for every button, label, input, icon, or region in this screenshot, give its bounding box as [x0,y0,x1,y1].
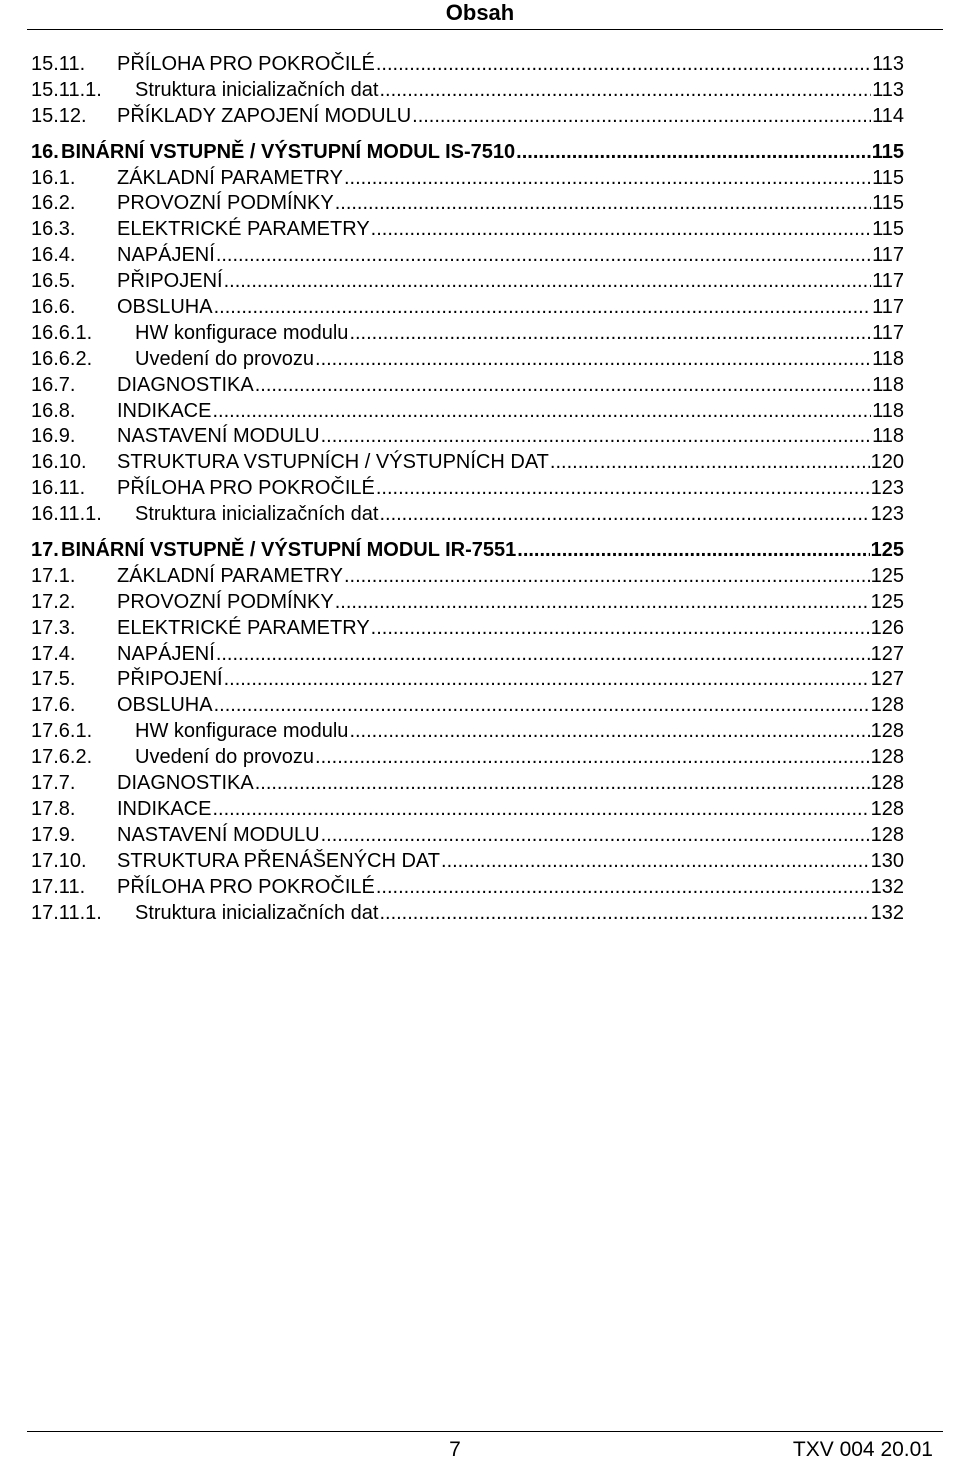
toc-dot-leader [376,52,871,78]
toc-entry-number: 17.11.1. [31,901,102,924]
toc-entry-number: 17.9. [31,823,76,846]
toc-dot-leader [315,347,871,373]
toc-entry[interactable] [31,667,904,693]
toc-entry[interactable] [31,191,904,217]
toc-entry-number: 17.6.2. [31,746,93,769]
toc-entry[interactable] [31,373,904,399]
toc-entry-title: BINÁRNÍ VSTUPNĚ / VÝSTUPNÍ MODUL IR-7551 [61,539,517,562]
footer-divider [27,1431,943,1432]
toc-entry[interactable] [31,217,904,243]
toc-entry[interactable] [31,616,904,642]
toc-entry-title: OBSLUHA [117,694,213,717]
toc-entry-page: 128 [870,797,904,820]
toc-entry-number: 16.11.1. [31,503,102,526]
toc-entry-page: 118 [872,373,904,396]
header-divider [27,29,943,30]
toc-entry-title: Struktura inicializačních dat [135,78,379,101]
toc-dot-leader [371,616,870,642]
toc-dot-leader [349,321,871,347]
toc-entry[interactable] [31,140,904,166]
toc-entry-title: PROVOZNÍ PODMÍNKY [117,192,334,215]
toc-entry[interactable] [31,166,904,192]
toc-entry-title: STRUKTURA VSTUPNÍCH / VÝSTUPNÍCH DAT [117,451,549,474]
toc-entry-number: 16.2. [31,192,76,215]
toc-entry-number: 16.10. [31,451,87,474]
toc-entry-page: 128 [870,694,904,717]
toc-dot-leader [214,693,870,719]
toc-entry-number: 16.1. [31,166,76,189]
toc-entry-title: DIAGNOSTIKA [117,373,254,396]
page-title: Obsah [445,0,515,25]
toc-entry-page: 123 [870,477,904,500]
toc-entry-page: 127 [870,642,904,665]
toc-entry-page: 115 [872,192,904,215]
toc-entry-page: 132 [870,875,904,898]
toc-entry-title: NASTAVENÍ MODULU [117,823,320,846]
toc-dot-leader [344,166,871,192]
toc-entry-page: 125 [870,539,904,562]
toc-entry[interactable] [31,745,904,771]
toc-entry[interactable] [31,78,904,104]
toc-entry-page: 128 [870,746,904,769]
toc-entry-number: 17.6.1. [31,720,93,743]
toc-entry[interactable] [31,771,904,797]
toc-dot-leader [212,399,871,425]
toc-dot-leader [335,590,870,616]
toc-entry[interactable] [31,476,904,502]
toc-dot-leader [516,140,871,166]
toc-entry-title: PROVOZNÍ PODMÍNKY [117,590,334,613]
toc-entry-title: STRUKTURA PŘENÁŠENÝCH DAT [117,849,441,872]
toc-dot-leader [379,901,869,927]
toc-entry-title: Struktura inicializačních dat [135,901,379,924]
toc-dot-leader [255,373,871,399]
toc-dot-leader [224,269,872,295]
toc-entry[interactable] [31,347,904,373]
toc-dot-leader [321,823,870,849]
toc-entry-number: 17.2. [31,590,76,613]
toc-entry-title: PŘÍLOHA PRO POKROČILÉ [117,53,375,75]
toc-dot-leader [412,104,871,130]
toc-dot-leader [441,849,870,875]
toc-entry[interactable] [31,538,904,564]
toc-entry-number: 17.10. [31,849,87,872]
toc-entry-title: NAPÁJENÍ [117,244,215,267]
table-of-contents [31,52,904,926]
toc-entry-page: 113 [872,78,904,101]
toc-entry-title: PŘIPOJENÍ [117,270,223,293]
toc-dot-leader [550,450,870,476]
toc-entry-page: 117 [872,270,904,293]
toc-entry-number: 17.5. [31,668,76,691]
toc-dot-leader [344,564,870,590]
toc-entry-page: 117 [872,244,904,267]
toc-dot-leader [315,745,870,771]
toc-entry-number: 17.6. [31,694,76,717]
toc-entry[interactable] [31,849,904,875]
toc-entry-number: 16.6.2. [31,347,93,370]
toc-entry-number: 17.4. [31,642,76,665]
footer-document-id: TXV 004 20.01 [792,1438,933,1461]
toc-entry-page: 114 [872,104,904,127]
toc-entry[interactable] [31,693,904,719]
toc-dot-leader [224,667,870,693]
toc-entry-title: INDIKACE [117,797,212,820]
toc-entry-page: 130 [870,849,904,872]
toc-entry-page: 115 [872,218,904,241]
toc-entry-title: Uvedení do provozu [135,347,315,370]
toc-entry[interactable] [31,642,904,668]
toc-entry[interactable] [31,104,904,130]
toc-dot-leader [216,642,870,668]
toc-entry-page: 128 [870,823,904,846]
toc-entry-page: 118 [872,399,904,422]
toc-entry-number: 16.8. [31,399,76,422]
toc-dot-leader [321,424,871,450]
toc-entry[interactable] [31,450,904,476]
toc-entry-page: 127 [870,668,904,691]
toc-entry-title: ZÁKLADNÍ PARAMETRY [117,166,343,189]
toc-entry-number: 16.3. [31,218,76,241]
toc-entry-page: 115 [872,166,904,189]
toc-entry-number: 16.6. [31,296,76,319]
toc-entry[interactable] [31,719,904,745]
toc-entry-page: 117 [872,296,904,319]
toc-entry-page: 125 [870,590,904,613]
toc-dot-leader [379,502,869,528]
toc-entry-page: 128 [870,720,904,743]
toc-dot-leader [216,243,871,269]
toc-entry[interactable] [31,424,904,450]
toc-entry-title: BINÁRNÍ VSTUPNĚ / VÝSTUPNÍ MODUL IS-7510 [61,140,516,163]
toc-entry[interactable] [31,564,904,590]
toc-entry[interactable] [31,590,904,616]
toc-entry-title: HW konfigurace modulu [135,720,349,743]
toc-entry-number: 16.9. [31,425,76,448]
toc-entry[interactable] [31,502,904,528]
toc-entry-page: 113 [872,53,904,75]
toc-entry-page: 128 [870,772,904,795]
toc-entry[interactable] [31,321,904,347]
toc-entry-number: 15.11.1. [31,78,102,101]
toc-entry-number: 16.5. [31,270,76,293]
toc-entry-page: 120 [870,451,904,474]
toc-entry[interactable] [31,901,904,927]
toc-entry-page: 132 [870,901,904,924]
toc-entry-number: 15.11. [31,53,86,75]
toc-entry-page: 126 [870,616,904,639]
toc-entry-page: 118 [872,347,904,370]
toc-entry[interactable] [31,875,904,901]
toc-dot-leader [255,771,870,797]
toc-entry-number: 15.12. [31,104,87,127]
toc-dot-leader [212,797,869,823]
toc-entry-number: 17.1. [31,564,76,587]
toc-entry-page: 115 [871,140,904,163]
toc-entry-title: INDIKACE [117,399,212,422]
toc-entry-page: 123 [870,503,904,526]
toc-entry[interactable] [31,797,904,823]
toc-entry-number: 17.8. [31,797,76,820]
toc-entry-number: 16.4. [31,244,76,267]
toc-entry-title: HW konfigurace modulu [135,321,349,344]
toc-entry-title: Struktura inicializačních dat [135,503,379,526]
toc-entry-title: ZÁKLADNÍ PARAMETRY [117,564,343,587]
toc-entry-page: 125 [870,564,904,587]
toc-entry-page: 117 [872,321,904,344]
toc-entry-number: 16.6.1. [31,321,93,344]
toc-entry-number: 17.11. [31,875,86,898]
toc-entry-title: DIAGNOSTIKA [117,772,254,795]
toc-entry-number: 17. [31,539,59,562]
toc-entry[interactable] [31,243,904,269]
toc-dot-leader [371,217,871,243]
toc-entry-title: OBSLUHA [117,296,213,319]
toc-entry[interactable] [31,399,904,425]
toc-entry-number: 17.7. [31,772,76,795]
toc-entry-title: PŘIPOJENÍ [117,668,223,691]
toc-entry[interactable] [31,295,904,321]
toc-entry-number: 16. [31,140,59,163]
toc-entry-title: PŘÍLOHA PRO POKROČILÉ [117,477,375,500]
toc-entry-title: ELEKTRICKÉ PARAMETRY [117,616,370,639]
toc-entry-number: 17.3. [31,616,76,639]
toc-entry-page: 118 [872,425,904,448]
toc-dot-leader [335,191,871,217]
toc-entry[interactable] [31,269,904,295]
toc-entry-title: PŘÍLOHA PRO POKROČILÉ [117,875,375,898]
toc-dot-leader [517,538,869,564]
toc-dot-leader [349,719,869,745]
toc-dot-leader [376,875,870,901]
toc-entry-number: 16.11. [31,477,86,500]
toc-entry[interactable] [31,823,904,849]
toc-entry-title: NAPÁJENÍ [117,642,215,665]
toc-dot-leader [379,78,871,104]
toc-entry-title: Uvedení do provozu [135,746,315,769]
toc-entry-number: 16.7. [31,373,76,396]
footer-page-number: 7 [449,1438,461,1461]
toc-dot-leader [214,295,872,321]
toc-entry-title: NASTAVENÍ MODULU [117,425,320,448]
toc-entry-title: ELEKTRICKÉ PARAMETRY [117,218,370,241]
toc-entry-title: PŘÍKLADY ZAPOJENÍ MODULU [117,104,412,127]
toc-entry[interactable] [31,52,904,78]
toc-dot-leader [376,476,870,502]
